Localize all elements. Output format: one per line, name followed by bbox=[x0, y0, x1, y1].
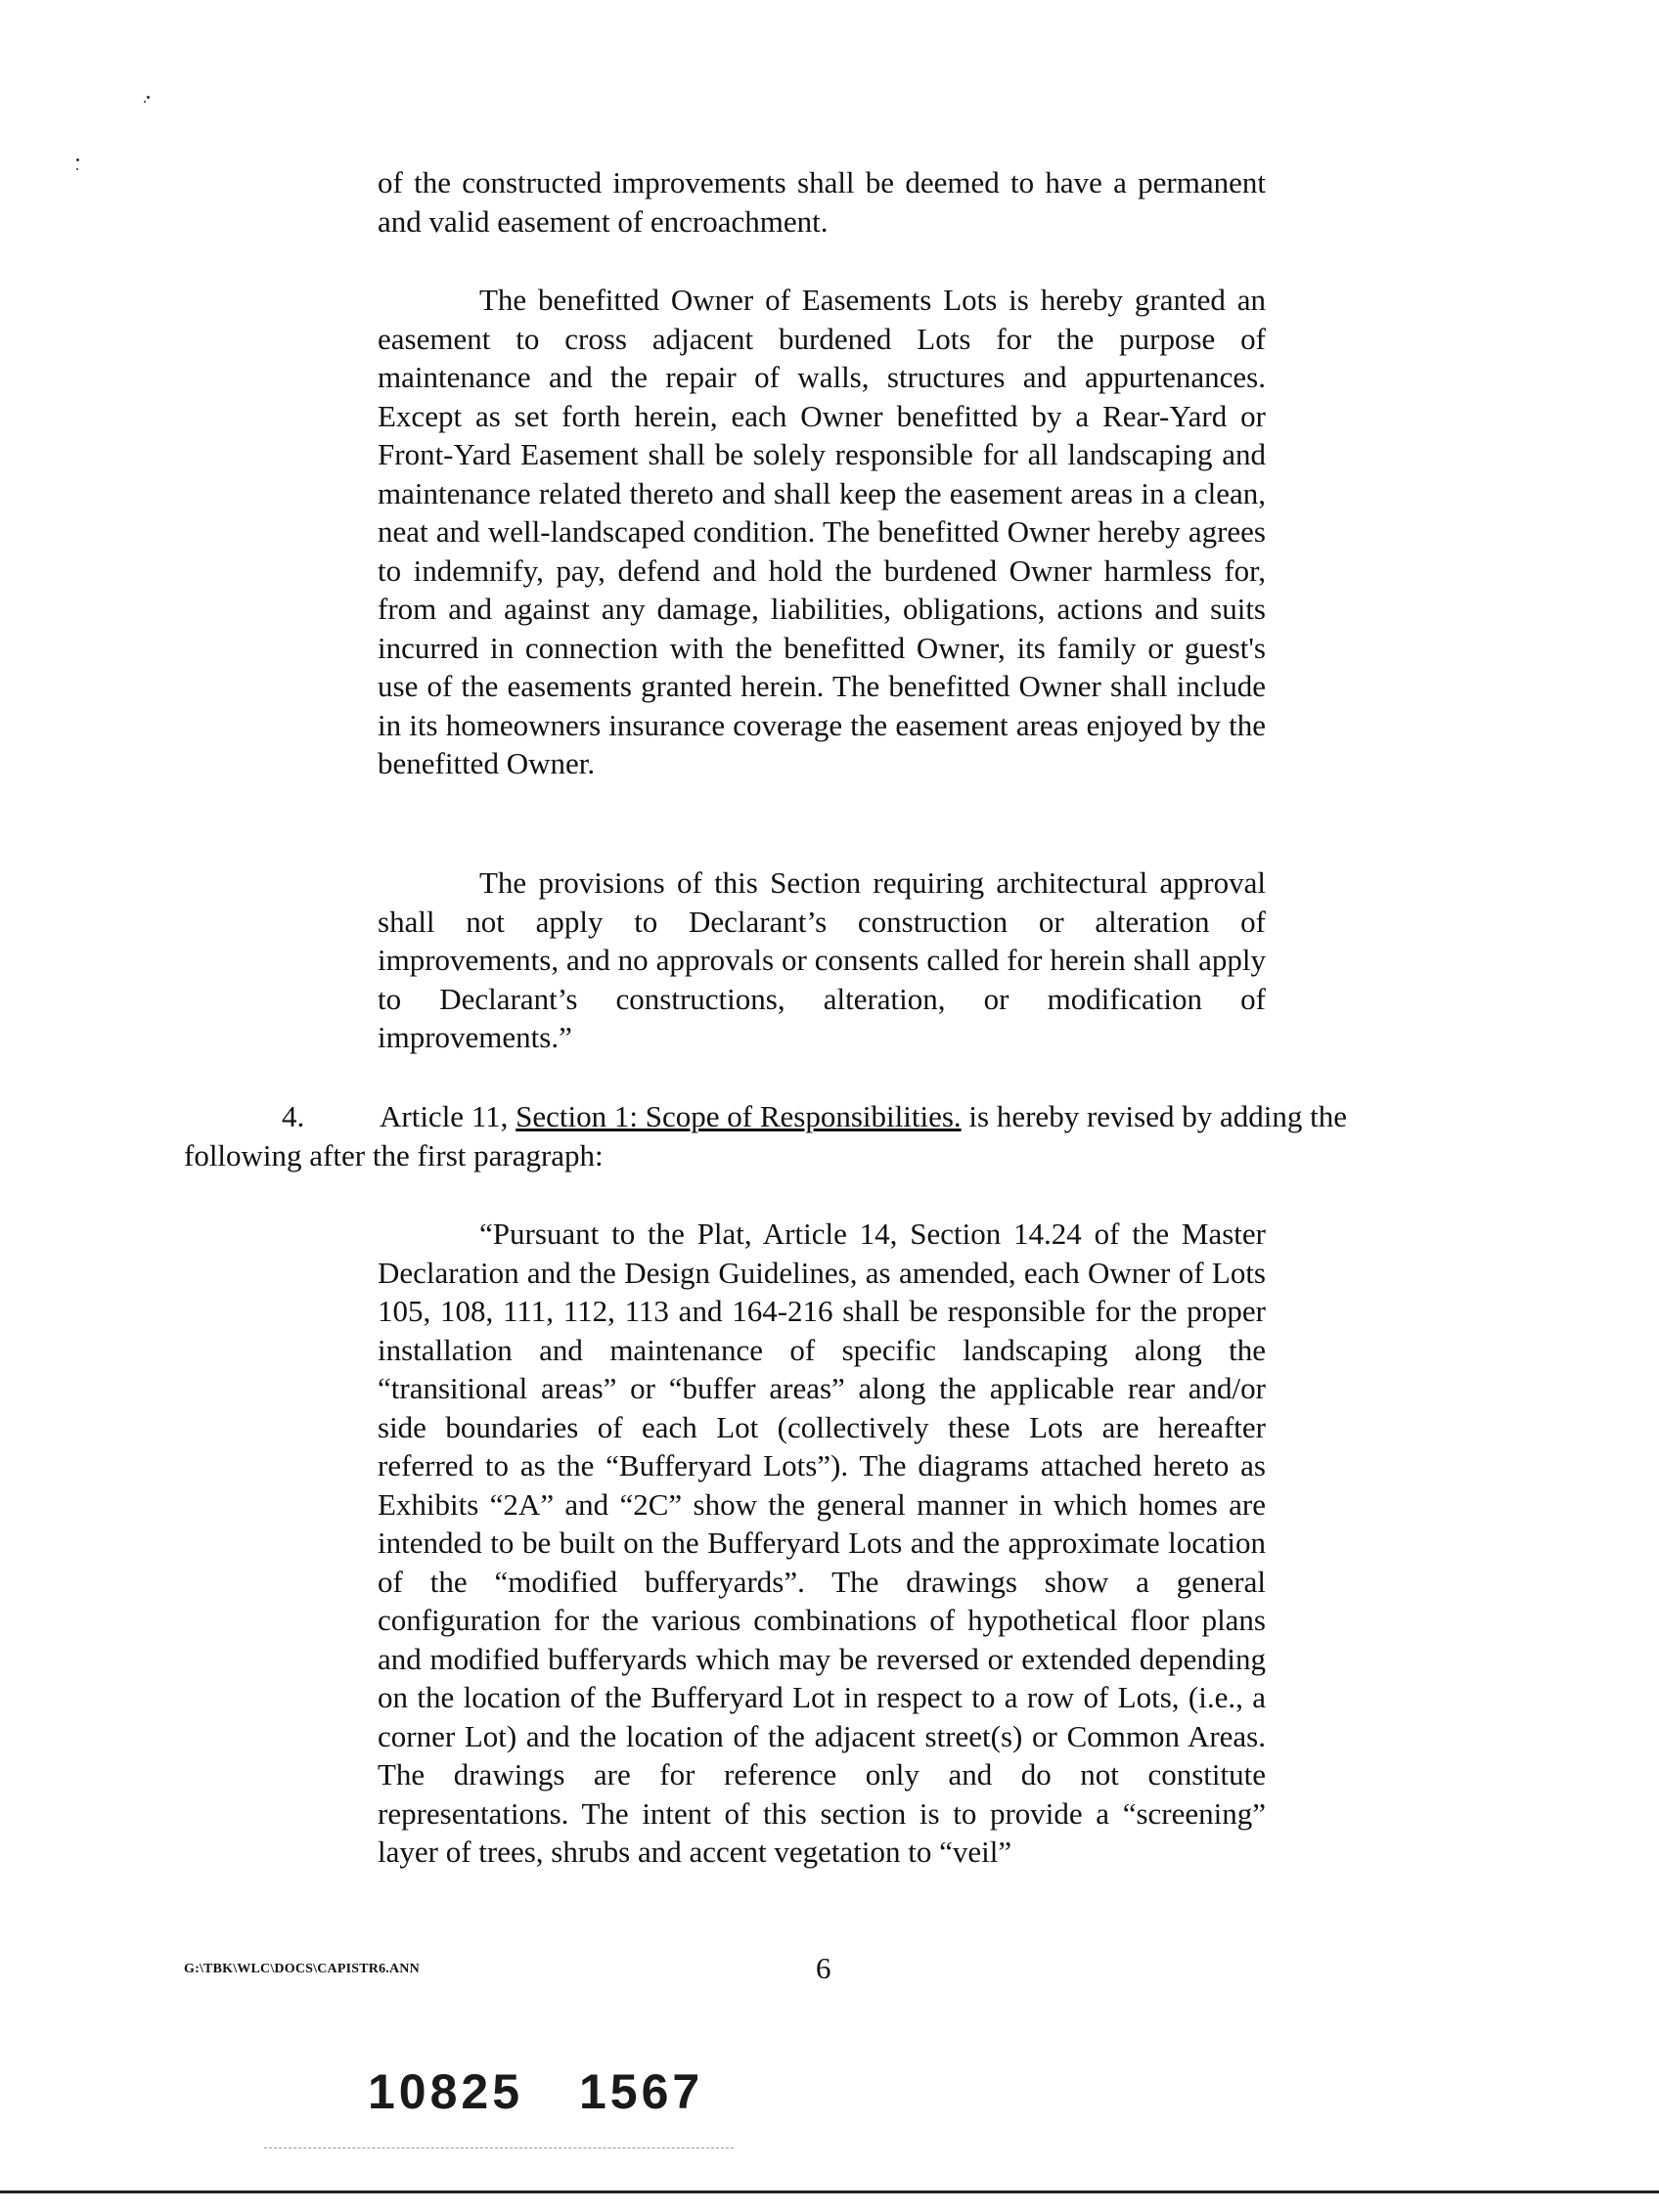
article-text-after: is hereby revised by adding the following after the first paragraph: bbox=[184, 1099, 1347, 1172]
footer-file-path: G:\TBK\WLC\DOCS\CAPISTR6.ANN bbox=[184, 1962, 420, 1976]
scan-speck bbox=[76, 158, 79, 161]
scan-speck bbox=[76, 168, 78, 170]
easement-paragraph: The benefitted Owner of Easements Lots is hereby granted an easement to cross adjacent burdened Lots for the purpose of maintenance and the repair of walls, structures and appurtenances. Except as set forth herein, each Owner benefitted by a Rear-Yard or Front-Yard Easement shall be solely responsible for all landscaping and maintenance related thereto and shall keep the easement areas in a clean, neat and well-landscaped condition. The benefitted Owner hereby agrees to indemnify, pay, defend and hold the burdened Owner harmless for, from and against any damage, liabilities, obligations, actions and suits incurred in connection with the benefitted Owner, its family or guest's use of the easements granted herein. The benefitted Owner shall include in its homeowners insurance coverage the easement areas enjoyed by the benefitted Owner. bbox=[378, 283, 1266, 780]
quoted-paragraph: “Pursuant to the Plat, Article 14, Section 14.24 of the Master Declaration and the Design Guidelines, as amended, each Owner of Lots 105, 108, 111, 112, 113 and 164-216 shall be responsible for the proper installation and maintenance of specific landscaping along the “transitional areas” or “buffer areas” along the applicable rear and/or side boundaries of each Lot (collectively these Lots are hereafter referred to as the “Bufferyard Lots”). The diagrams attached hereto as Exhibits “2A” and “2C” show the general manner in which homes are intended to be built on the Bufferyard Lots and the approximate location of the “modified bufferyards”. The drawings show a general configuration for the various combinations of hypothetical floor plans and modified bufferyards which may be reversed or extended depending on the location of the Bufferyard Lot in respect to a row of Lots, (i.e., a corner Lot) and the location of the adjacent street(s) or Common Areas. The drawings are for reference only and do not constitute representations. The intent of this section is to provide a “screening” layer of trees, shrubs and accent vegetation to “veil” bbox=[378, 1217, 1266, 1869]
scan-speck bbox=[144, 101, 146, 103]
scan-edge-line bbox=[0, 2190, 1659, 2193]
provisions-paragraph: The provisions of this Section requiring architectural approval shall not apply to Declarant’s construction or alteration of improvements, and no approvals or consents called for herein shall apply to Declarant’s constructions, alteration, or modification of improvements.” bbox=[378, 865, 1266, 1054]
scan-speck bbox=[147, 96, 150, 99]
provisions-paragraph-block bbox=[378, 863, 1266, 1057]
easement-paragraph-block bbox=[378, 281, 1266, 783]
quoted-paragraph-block bbox=[378, 1215, 1266, 1872]
continuation-paragraph: of the constructed improvements shall be deemed to have a permanent and valid easement of encroachment. bbox=[378, 165, 1266, 239]
opening-paragraph-block bbox=[378, 163, 1266, 241]
recording-book-number: 10825 bbox=[368, 2064, 524, 2119]
article-section-title: Section 1: Scope of Responsibilities. bbox=[516, 1099, 962, 1133]
recording-page-number: 1567 bbox=[579, 2064, 704, 2119]
page-number: 6 bbox=[816, 1951, 831, 1985]
article-revision-paragraph bbox=[184, 1097, 1463, 1174]
scan-artifact-line bbox=[264, 2147, 734, 2148]
article-number: 4. bbox=[282, 1099, 305, 1133]
article-text-before: Article 11, bbox=[380, 1099, 516, 1133]
